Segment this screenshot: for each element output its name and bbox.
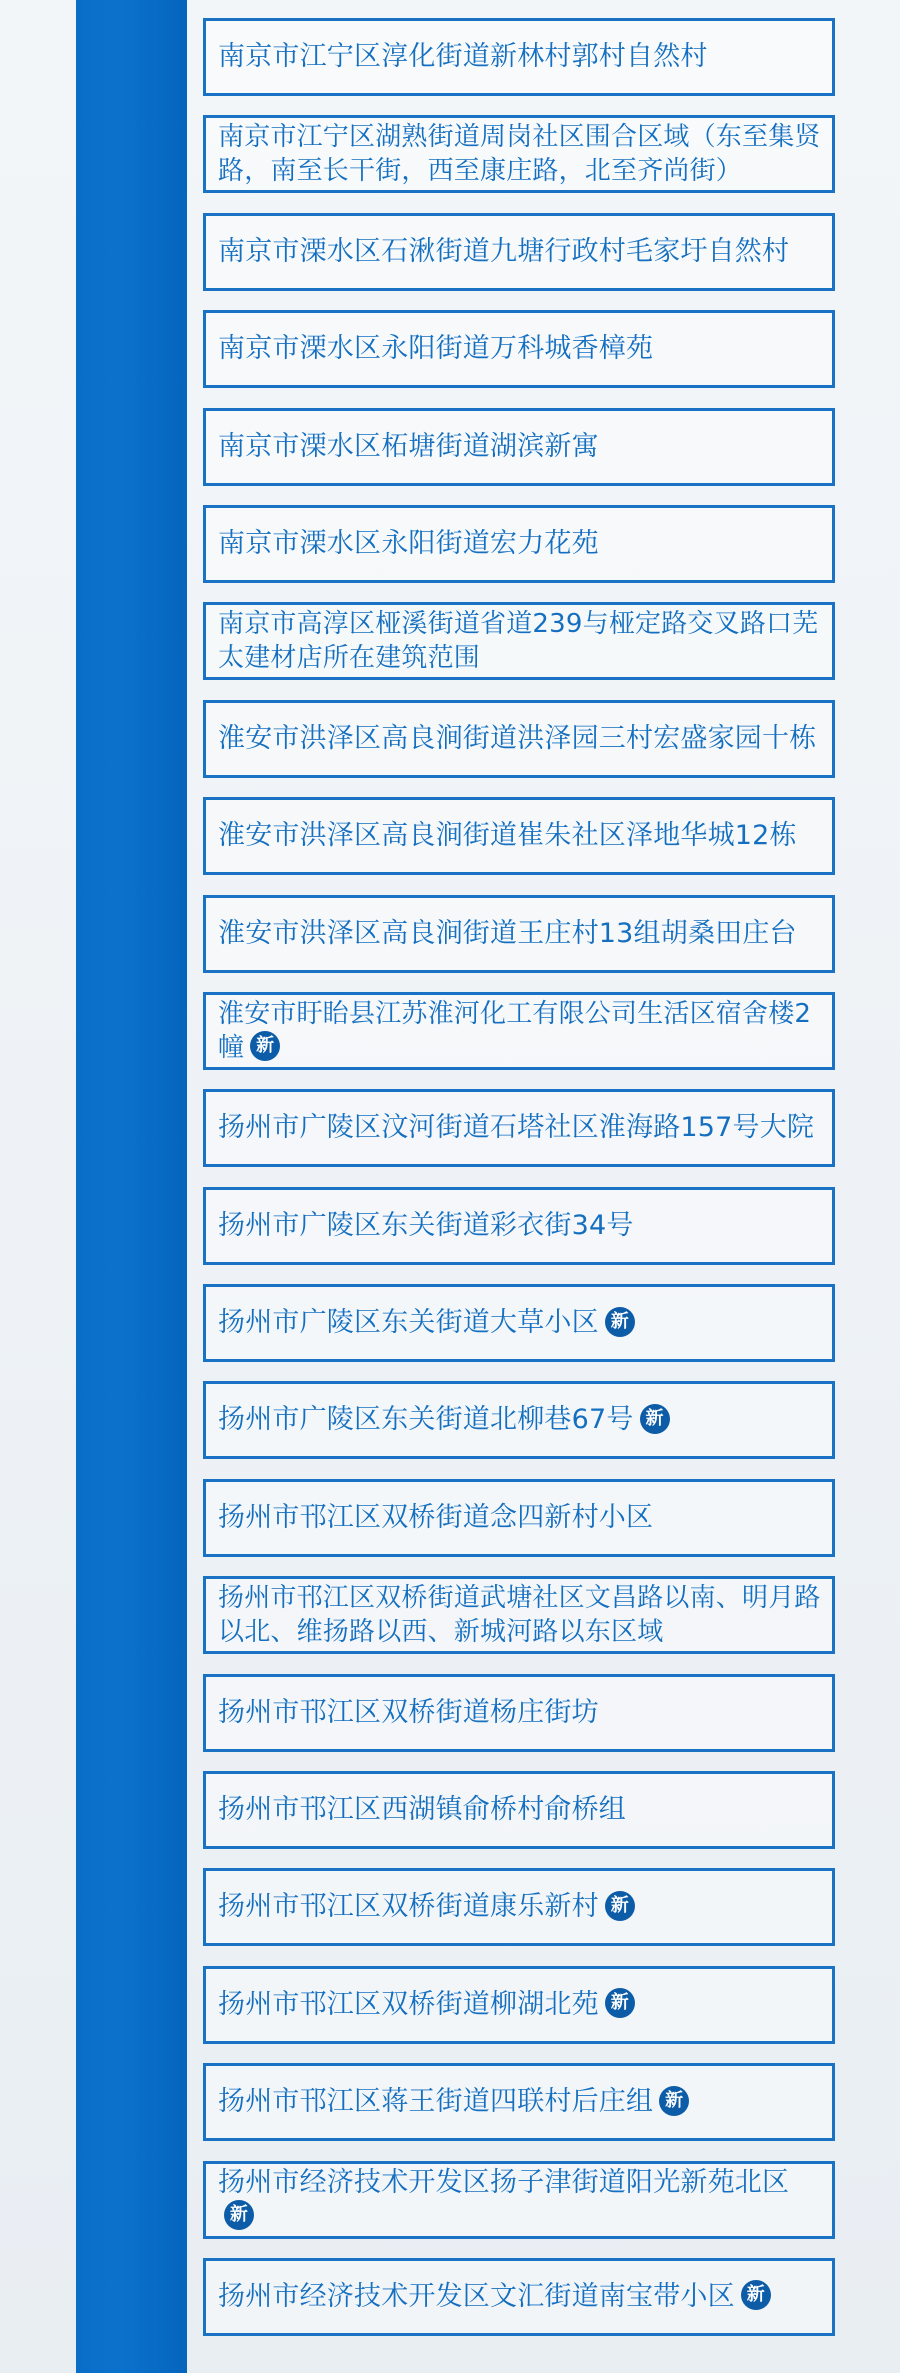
new-badge: 新 bbox=[741, 2280, 771, 2310]
list-item bbox=[203, 1187, 835, 1265]
list-item-text: 扬州市邗江区西湖镇俞桥村俞桥组 bbox=[218, 1794, 626, 1826]
list-item bbox=[203, 1868, 835, 1946]
list-item bbox=[203, 115, 835, 193]
list-item bbox=[203, 1674, 835, 1752]
list-item bbox=[203, 2063, 835, 2141]
list-item bbox=[203, 1576, 835, 1654]
list-item bbox=[203, 1966, 835, 2044]
new-badge: 新 bbox=[605, 1988, 635, 2018]
list-item-text: 淮安市洪泽区高良涧街道洪泽园三村宏盛家园十栋 bbox=[218, 722, 817, 754]
list-item bbox=[203, 310, 835, 388]
list-item bbox=[203, 797, 835, 875]
list-item bbox=[203, 992, 835, 1070]
list-item-text: 扬州市邗江区蒋王街道四联村后庄组 新 bbox=[218, 2085, 824, 2119]
list-item bbox=[203, 1284, 835, 1362]
new-badge: 新 bbox=[605, 1891, 635, 1921]
list-item-text: 南京市江宁区淳化街道新林村郭村自然村 bbox=[218, 41, 708, 72]
list-item-text: 扬州市邗江区双桥街道武塘社区文昌路以南、明月路以北、维扬路以西、新城河路以东区域 bbox=[218, 1583, 821, 1648]
list-item-text: 南京市溧水区永阳街道万科城香樟苑 bbox=[218, 333, 654, 365]
list-item-text: 南京市溧水区永阳街道宏力花苑 bbox=[218, 527, 599, 559]
list-item-text: 南京市溧水区石湫街道九塘行政村毛家圩自然村 bbox=[218, 235, 790, 267]
list-item-text: 淮安市盱眙县江苏淮河化工有限公司生活区宿舍楼2幢 新 bbox=[218, 998, 812, 1063]
list-item-text: 南京市溧水区柘塘街道湖滨新寓 bbox=[218, 430, 599, 462]
list-item bbox=[203, 1479, 835, 1557]
list-item-text: 扬州市广陵区汶河街道石塔社区淮海路157号大院 bbox=[218, 1112, 815, 1144]
list-item bbox=[203, 408, 835, 486]
list-item-text: 扬州市经济技术开发区文汇街道南宝带小区 新 bbox=[218, 2280, 824, 2314]
list-item bbox=[203, 213, 835, 291]
new-badge: 新 bbox=[224, 2200, 254, 2230]
list-item-text: 淮安市洪泽区高良涧街道崔朱社区泽地华城12栋 bbox=[218, 820, 797, 852]
list-item-text: 扬州市经济技术开发区扬子津街道阳光新苑北区新 bbox=[218, 2166, 824, 2234]
left-accent-band bbox=[76, 0, 187, 2373]
list-item-text: 扬州市邗江区双桥街道康乐新村 新 bbox=[218, 1890, 824, 1924]
list-item-text: 扬州市广陵区东关街道北柳巷67号 新 bbox=[218, 1403, 824, 1437]
list-item-text: 扬州市邗江区双桥街道杨庄街坊 bbox=[218, 1696, 599, 1728]
new-badge: 新 bbox=[605, 1307, 635, 1337]
list-item bbox=[203, 1089, 835, 1167]
list-item-text: 扬州市邗江区双桥街道柳湖北苑 新 bbox=[218, 1988, 824, 2022]
list-item bbox=[203, 602, 835, 680]
list-item-text: 南京市高淳区桠溪街道省道239与桠定路交叉路口芜太建材店所在建筑范围 bbox=[218, 609, 819, 674]
list-item bbox=[203, 2258, 835, 2336]
list-item bbox=[203, 18, 835, 96]
list-item bbox=[203, 2161, 835, 2239]
list-item bbox=[203, 1381, 835, 1459]
list-item-text: 扬州市邗江区双桥街道念四新村小区 bbox=[218, 1501, 654, 1533]
list-item bbox=[203, 700, 835, 778]
new-badge: 新 bbox=[640, 1404, 670, 1434]
list-item-text: 扬州市广陵区东关街道彩衣街34号 bbox=[218, 1209, 634, 1241]
list-item-text: 南京市江宁区湖熟街道周岗社区围合区域（东至集贤路，南至长干街，西至康庄路，北至齐尚街） bbox=[218, 122, 821, 187]
list-item bbox=[203, 505, 835, 583]
list-item bbox=[203, 1771, 835, 1849]
list-item-text: 淮安市洪泽区高良涧街道王庄村13组胡桑田庄台 bbox=[218, 917, 797, 949]
list-item-text: 扬州市广陵区东关街道大草小区 新 bbox=[218, 1306, 824, 1340]
new-badge: 新 bbox=[250, 1031, 280, 1061]
location-list bbox=[203, 18, 835, 2355]
list-item bbox=[203, 895, 835, 973]
new-badge: 新 bbox=[659, 2086, 689, 2116]
